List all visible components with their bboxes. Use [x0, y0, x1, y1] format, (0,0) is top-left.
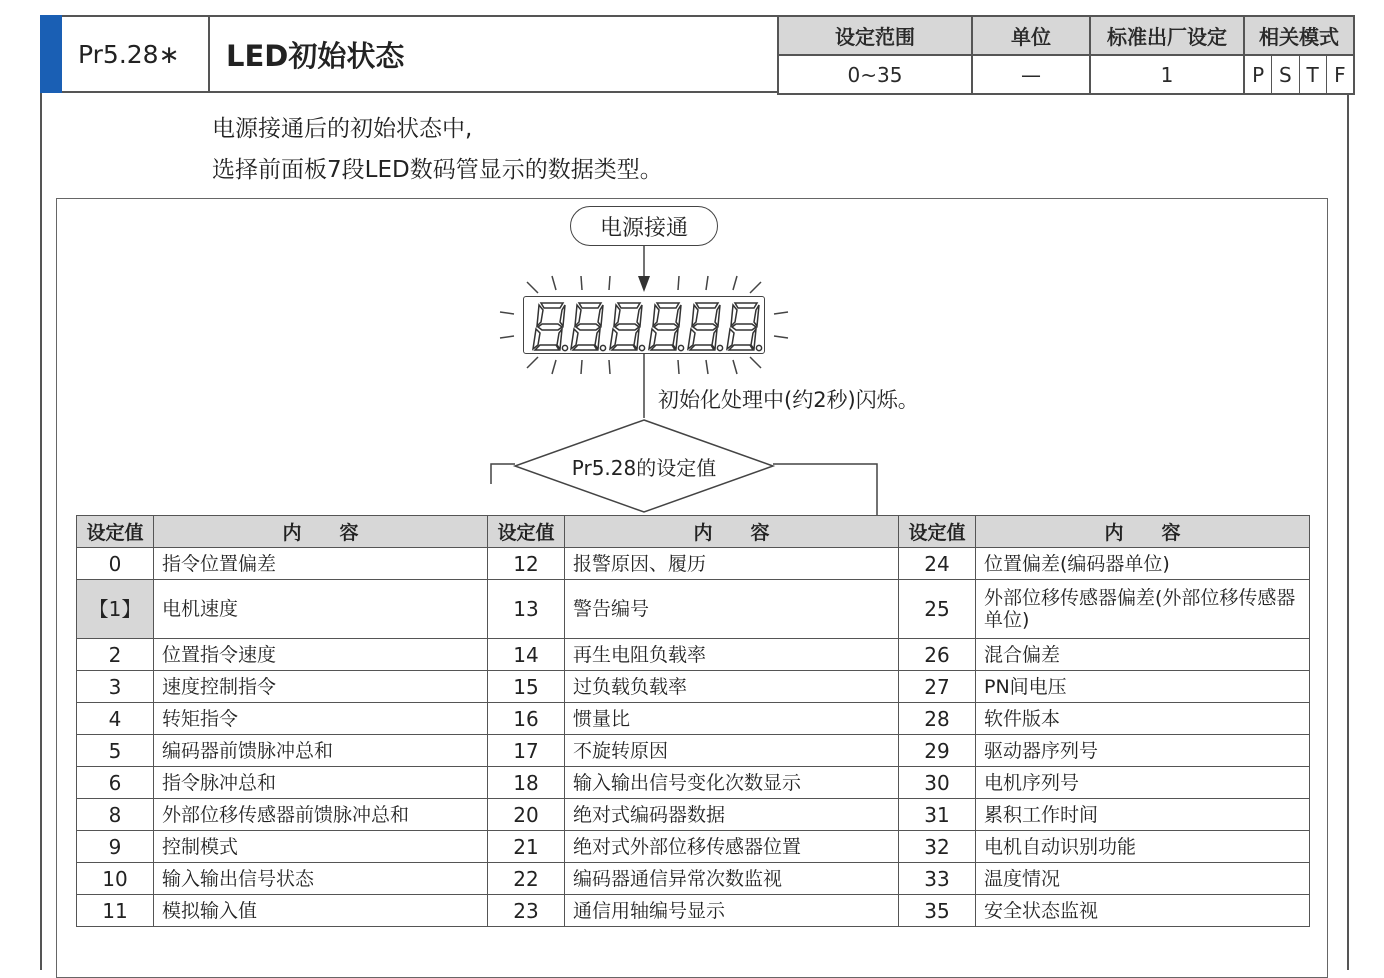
setting-value: 11 [77, 895, 154, 927]
table-row [77, 799, 1310, 831]
setting-content: 位置偏差(编码器单位) [976, 548, 1310, 580]
setting-content: 混合偏差 [976, 639, 1310, 671]
branch-label-text: Pr5.28的设定值 [571, 455, 717, 480]
power-on-label: 电源接通 [599, 215, 688, 241]
col-value-header: 设定值 [77, 516, 154, 548]
setting-value: 31 [899, 799, 976, 831]
unit-value: — [972, 55, 1090, 94]
blink-note: 初始化处理中(约2秒)闪烁。 [658, 388, 919, 412]
setting-content: 外部位移传感器前馈脉冲总和 [154, 799, 488, 831]
setting-content: 温度情况 [976, 863, 1310, 895]
setting-value: 10 [77, 863, 154, 895]
table-header-row [77, 516, 1310, 548]
setting-value: 【1】 [77, 580, 154, 639]
setting-content: 指令位置偏差 [154, 548, 488, 580]
setting-content: 电机序列号 [976, 767, 1310, 799]
col-content-header: 内 容 [154, 516, 488, 548]
setting-value: 35 [899, 895, 976, 927]
setting-content: 警告编号 [565, 580, 899, 639]
setting-value: 16 [488, 703, 565, 735]
arrow-down-icon [638, 276, 650, 292]
setting-value: 13 [488, 580, 565, 639]
setting-content: 速度控制指令 [154, 671, 488, 703]
setting-value: 23 [488, 895, 565, 927]
param-title-text: LED初始状态 [226, 38, 405, 73]
col-value-header: 设定值 [899, 516, 976, 548]
setting-content: 过负载负载率 [565, 671, 899, 703]
setting-value: 14 [488, 639, 565, 671]
table-row [77, 735, 1310, 767]
range-value: 0~35 [778, 55, 972, 94]
setting-content: 驱动器序列号 [976, 735, 1310, 767]
setting-content: 惯量比 [565, 703, 899, 735]
setting-value: 17 [488, 735, 565, 767]
setting-content: 不旋转原因 [565, 735, 899, 767]
table-row [77, 580, 1310, 639]
power-on-node [570, 206, 718, 246]
table-row [77, 548, 1310, 580]
mode-s: S [1271, 56, 1298, 93]
setting-content: 外部位移传感器偏差(外部位移传感器单位) [976, 580, 1310, 639]
setting-content: 输入输出信号状态 [154, 863, 488, 895]
setting-value-table [76, 515, 1310, 927]
setting-value: 29 [899, 735, 976, 767]
setting-content: 绝对式外部位移传感器位置 [565, 831, 899, 863]
seven-segment-icon [524, 297, 764, 353]
setting-value: 22 [488, 863, 565, 895]
setting-value: 3 [77, 671, 154, 703]
setting-content: 编码器前馈脉冲总和 [154, 735, 488, 767]
setting-value: 26 [899, 639, 976, 671]
setting-value: 4 [77, 703, 154, 735]
setting-content: 控制模式 [154, 831, 488, 863]
setting-value: 20 [488, 799, 565, 831]
setting-content: 报警原因、履历 [565, 548, 899, 580]
setting-content: 电机速度 [154, 580, 488, 639]
setting-value: 9 [77, 831, 154, 863]
col-value-header: 设定值 [488, 516, 565, 548]
col-content-header: 内 容 [565, 516, 899, 548]
mode-t: T [1299, 56, 1326, 93]
setting-value: 32 [899, 831, 976, 863]
setting-value: 15 [488, 671, 565, 703]
mode-f: F [1326, 56, 1353, 93]
setting-content: 再生电阻负载率 [565, 639, 899, 671]
setting-content: 转矩指令 [154, 703, 488, 735]
setting-content: PN间电压 [976, 671, 1310, 703]
setting-content: 电机自动识别功能 [976, 831, 1310, 863]
led-display [523, 296, 765, 354]
default-value: 1 [1090, 55, 1244, 94]
setting-value: 27 [899, 671, 976, 703]
setting-content: 安全状态监视 [976, 895, 1310, 927]
description-line-2: 选择前面板7段LED数码管显示的数据类型。 [212, 157, 663, 183]
default-header: 标准出厂设定 [1090, 16, 1244, 55]
setting-value: 33 [899, 863, 976, 895]
table-body [77, 548, 1310, 927]
setting-value: 24 [899, 548, 976, 580]
table-row [77, 863, 1310, 895]
setting-value: 28 [899, 703, 976, 735]
param-number-text: Pr5.28∗ [78, 39, 180, 69]
table-row [77, 895, 1310, 927]
setting-content: 累积工作时间 [976, 799, 1310, 831]
table-row [77, 767, 1310, 799]
branch-label [515, 450, 773, 482]
range-header: 设定范围 [778, 16, 972, 55]
setting-content: 通信用轴编号显示 [565, 895, 899, 927]
modes-header: 相关模式 [1244, 16, 1354, 55]
setting-value: 12 [488, 548, 565, 580]
setting-value: 25 [899, 580, 976, 639]
mode-p: P [1252, 62, 1265, 87]
setting-value: 18 [488, 767, 565, 799]
setting-value: 0 [77, 548, 154, 580]
setting-value: 30 [899, 767, 976, 799]
setting-content: 绝对式编码器数据 [565, 799, 899, 831]
unit-header: 单位 [972, 16, 1090, 55]
setting-content: 输入输出信号变化次数显示 [565, 767, 899, 799]
setting-value: 5 [77, 735, 154, 767]
setting-value: 21 [488, 831, 565, 863]
table-row [77, 703, 1310, 735]
setting-content: 指令脉冲总和 [154, 767, 488, 799]
col-content-header: 内 容 [976, 516, 1310, 548]
setting-content: 软件版本 [976, 703, 1310, 735]
table-row [77, 831, 1310, 863]
description-line-1: 电源接通后的初始状态中, [212, 116, 473, 142]
table-row [77, 639, 1310, 671]
setting-content: 位置指令速度 [154, 639, 488, 671]
table-row [77, 671, 1310, 703]
setting-value: 8 [77, 799, 154, 831]
setting-content: 编码器通信异常次数监视 [565, 863, 899, 895]
setting-value: 2 [77, 639, 154, 671]
setting-content: 模拟输入值 [154, 895, 488, 927]
setting-value: 6 [77, 767, 154, 799]
